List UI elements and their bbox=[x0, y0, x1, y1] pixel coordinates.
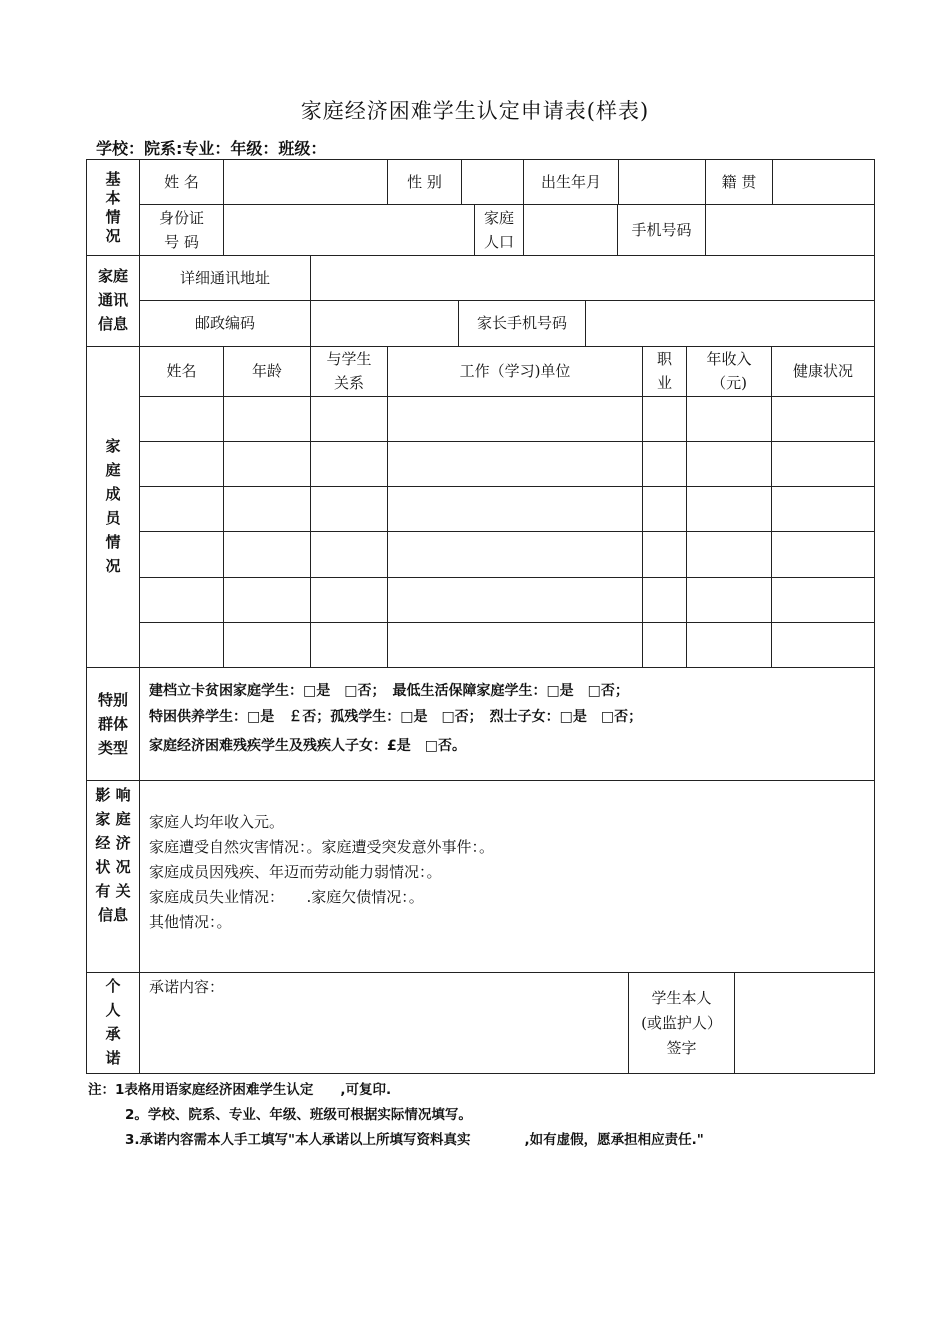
member-health-header: 健康状况 bbox=[792, 362, 853, 380]
member-row[interactable] bbox=[140, 624, 873, 666]
name-field[interactable] bbox=[224, 162, 386, 203]
id-number-field[interactable] bbox=[224, 207, 473, 254]
promise-content-field[interactable] bbox=[144, 1000, 624, 1070]
member-row[interactable] bbox=[140, 488, 873, 530]
signature-field[interactable] bbox=[736, 976, 872, 1071]
member-income-header-1: 年收入 bbox=[706, 350, 752, 368]
section-basic-info-label: 基 本 情 况 bbox=[105, 170, 121, 245]
gender-field[interactable] bbox=[462, 162, 522, 203]
promise-content-label: 承诺内容： bbox=[149, 978, 225, 996]
member-relation-header-1: 与学生 bbox=[326, 350, 372, 368]
member-name-header: 姓名 bbox=[166, 362, 197, 380]
household-size-field[interactable] bbox=[524, 207, 616, 254]
school-info-line: 学校：院系:专业：年级：班级： bbox=[96, 139, 327, 158]
parent-mobile-field[interactable] bbox=[586, 303, 873, 345]
name-label: 姓 名 bbox=[164, 173, 199, 191]
native-place-field[interactable] bbox=[773, 162, 873, 203]
member-relation-header-2: 关系 bbox=[333, 374, 364, 392]
member-job-header-2: 业 bbox=[656, 374, 672, 392]
mobile-field[interactable] bbox=[706, 207, 873, 254]
member-row[interactable] bbox=[140, 533, 873, 576]
section-promise-label: 个 人 承 诺 bbox=[105, 977, 121, 1067]
postcode-label: 邮政编码 bbox=[194, 314, 255, 332]
household-size-label-1: 家庭 bbox=[483, 209, 514, 227]
member-income-header-2: （元) bbox=[711, 374, 747, 392]
parent-mobile-label: 家长手机号码 bbox=[476, 314, 567, 332]
form-title: 家庭经济困难学生认定申请表(样表) bbox=[300, 99, 650, 123]
note-3: 3.承诺内容需本人手工填写"本人承诺以上所填写资料真实 ,如有虚假，愿承担相应责任." bbox=[125, 1132, 704, 1148]
member-job-header-1: 职 bbox=[656, 350, 672, 368]
impact-line-disaster[interactable]: 家庭遭受自然灾害情况：。家庭遭受突发意外事件：。 bbox=[149, 838, 495, 856]
note-1: 注：1表格用语家庭经济困难学生认定 ,可复印. bbox=[88, 1082, 392, 1098]
special-group-line-3[interactable]: 家庭经济困难残疾学生及残疾人子女：£是 □否。 bbox=[149, 738, 466, 754]
impact-line-disability[interactable]: 家庭成员因残疾、年迈而劳动能力弱情况：。 bbox=[149, 863, 442, 881]
signature-label-2: (或监护人） bbox=[641, 1014, 722, 1032]
member-row[interactable] bbox=[140, 579, 873, 621]
native-place-label: 籍 贯 bbox=[721, 173, 757, 191]
member-row[interactable] bbox=[140, 443, 873, 485]
note-2: 2。学校、院系、专业、年级、班级可根据实际情况填写。 bbox=[125, 1107, 472, 1123]
member-row[interactable] bbox=[140, 398, 873, 440]
gender-label: 性 别 bbox=[407, 173, 442, 191]
mobile-label: 手机号码 bbox=[631, 221, 692, 239]
birth-date-label: 出生年月 bbox=[540, 173, 601, 191]
section-special-group-label: 特别 群体 类型 bbox=[97, 691, 128, 757]
special-group-line-2[interactable]: 特困供养学生：□是 ￡否；孤残学生：□是 □否； 烈士子女：□是 □否； bbox=[149, 709, 643, 725]
address-label: 详细通讯地址 bbox=[179, 269, 270, 287]
impact-line-unemployment[interactable]: 家庭成员失业情况： .家庭欠债情况：。 bbox=[149, 888, 424, 906]
impact-line-income[interactable]: 家庭人均年收入元。 bbox=[149, 813, 285, 831]
postcode-field[interactable] bbox=[311, 303, 457, 345]
impact-line-other[interactable]: 其他情况：。 bbox=[149, 913, 232, 931]
id-number-label-1: 身份证 bbox=[158, 209, 204, 227]
member-work-header: 工作（学习)单位 bbox=[459, 362, 571, 380]
section-family-members-label: 家 庭 成 员 情 况 bbox=[105, 437, 121, 575]
member-age-header: 年龄 bbox=[251, 362, 282, 380]
section-contact-label: 家庭 通讯 信息 bbox=[97, 267, 128, 333]
birth-date-field[interactable] bbox=[619, 162, 704, 203]
id-number-label-2: 号 码 bbox=[164, 233, 199, 251]
signature-label-3: 签字 bbox=[666, 1039, 697, 1057]
address-field[interactable] bbox=[311, 258, 873, 299]
section-economic-impact-label: 影 响 家 庭 经 济 状 况 有 关 信息 bbox=[95, 786, 131, 924]
household-size-label-2: 人口 bbox=[483, 233, 514, 251]
signature-label-1: 学生本人 bbox=[651, 989, 712, 1007]
special-group-line-1[interactable]: 建档立卡贫困家庭学生：□是 □否； 最低生活保障家庭学生：□是 □否； bbox=[149, 683, 629, 699]
